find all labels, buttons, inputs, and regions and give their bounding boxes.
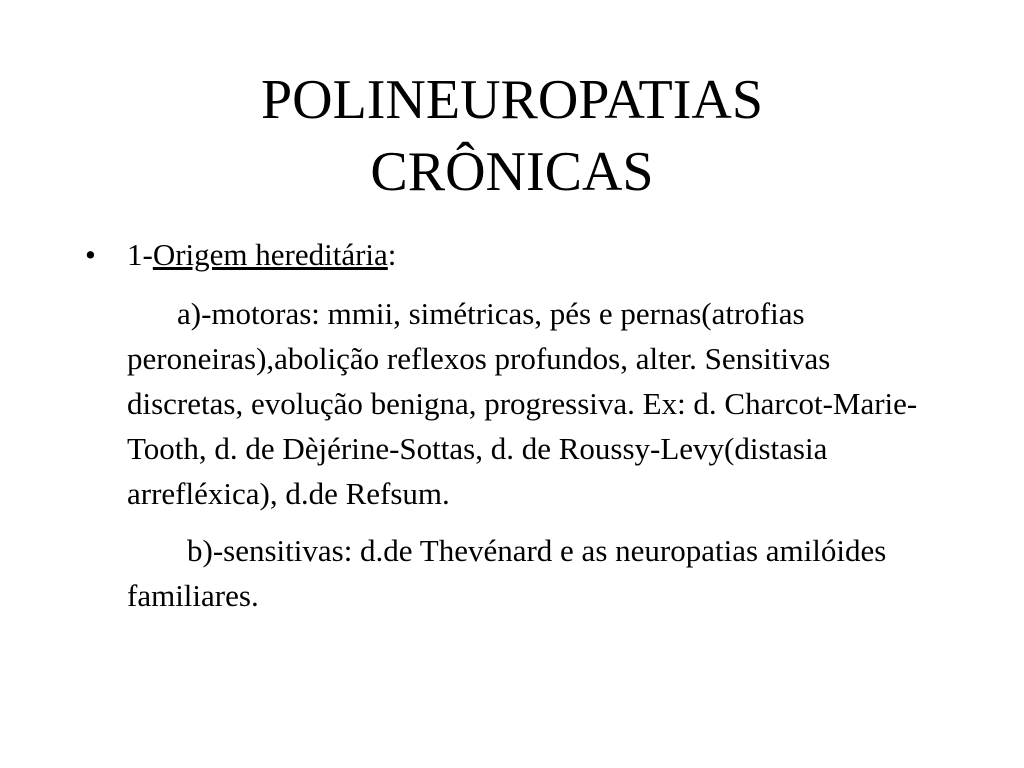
title-line-1: POLINEUROPATIAS: [260, 69, 763, 131]
slide-title: [0, 64, 1024, 208]
bullet-item-1: [85, 232, 945, 277]
item-prefix: 1-: [127, 237, 153, 272]
item-heading: Origem hereditária: [152, 237, 388, 272]
bullet-dot-icon: •: [85, 237, 96, 272]
item-suffix: :: [387, 237, 397, 272]
paragraph-sensitivas: b)-sensitivas: d.de Thevénard e as neuropatias amilóides familiares.: [127, 533, 887, 613]
slide-body: [85, 232, 945, 618]
paragraph-motoras: a)-motoras: mmii, simétricas, pés e pernas(atrofias peroneiras),abolição reflexos profundos, alter. Sensitivas discretas, evolução benigna, progressiva. Ex: d. Charcot-Marie-Tooth, d. de Dèjérine-Sottas, d. de Roussy-Levy(distasia arrefléxica), d.de Refsum.: [127, 296, 918, 511]
title-line-2: CRÔNICAS: [370, 141, 654, 203]
